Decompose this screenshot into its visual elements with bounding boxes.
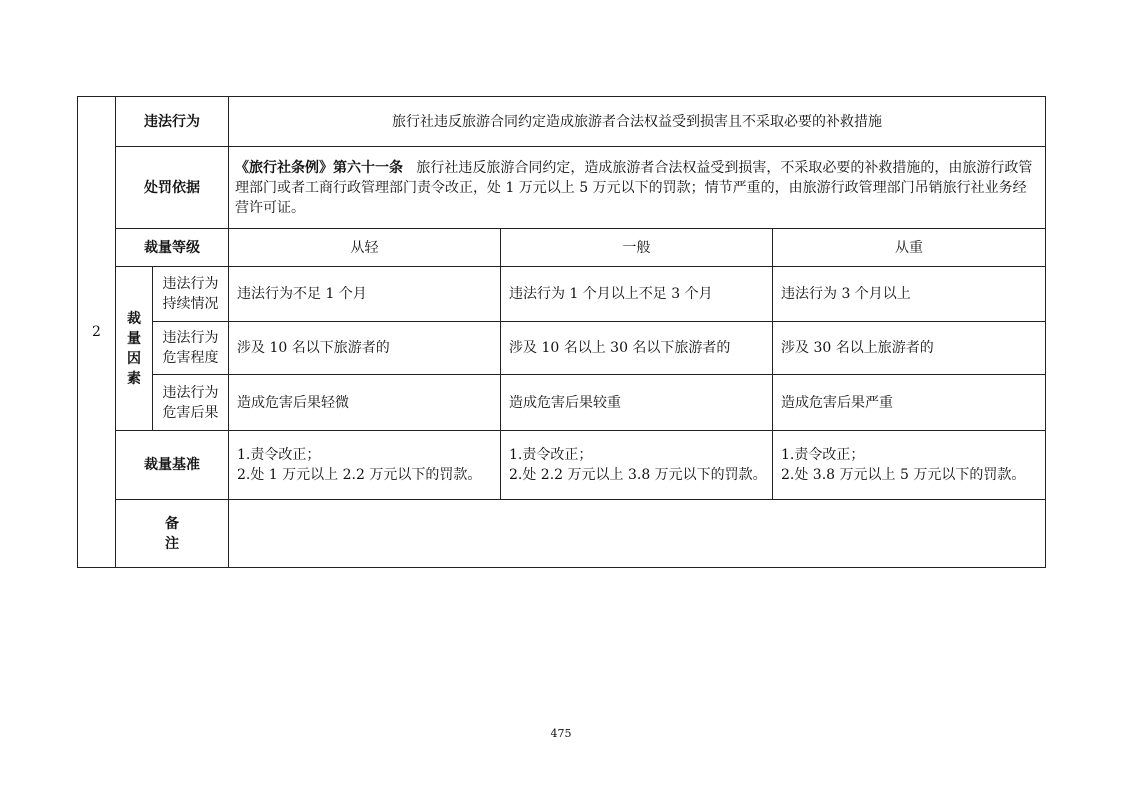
basis-text: 旅行社违反旅游合同约定，造成旅游者合法权益受到损害，不采取必要的补救措施的，由旅游行政管理部门或者工商行政管理部门责令改正，处 1 万元以上 5 万元以下的罚款；情节严重的，由旅游行政管理部门吊销旅行社业务经营许可证。 (235, 159, 1033, 216)
basis-row (78, 147, 1046, 229)
standard-line: 2.处 3.8 万元以上 5 万元以下的罚款。 (781, 467, 1026, 483)
factor-value-general: 违法行为 1 个月以上不足 3 个月 (501, 267, 773, 322)
factor-value-lenient: 造成危害后果轻微 (229, 375, 501, 431)
remarks-label: 备注 (116, 500, 229, 568)
factor-row (78, 267, 1046, 322)
standard-line: 1.责令改正； (781, 447, 865, 463)
row-number: 2 (78, 97, 116, 568)
factor-name-line: 违法行为 (162, 330, 219, 346)
factors-char: 裁 (127, 310, 141, 327)
remarks-row (78, 500, 1046, 568)
factor-value-lenient: 违法行为不足 1 个月 (229, 267, 501, 322)
factor-row (78, 322, 1046, 375)
remarks-text (229, 500, 1046, 568)
basis-law-reference: 《旅行社条例》第六十一条 (235, 159, 403, 176)
factor-value-severe: 涉及 30 名以上旅游者的 (773, 322, 1046, 375)
factors-char: 量 (127, 330, 141, 347)
standard-label: 裁量基准 (116, 431, 229, 500)
factor-name (153, 375, 229, 431)
factor-value-severe: 造成危害后果严重 (773, 375, 1046, 431)
level-severe: 从重 (773, 229, 1046, 267)
standard-line: 2.处 2.2 万元以上 3.8 万元以下的罚款。 (509, 467, 767, 483)
standard-row (78, 431, 1046, 500)
factor-value-severe: 违法行为 3 个月以上 (773, 267, 1046, 322)
level-lenient: 从轻 (229, 229, 501, 267)
factor-row (78, 375, 1046, 431)
level-row (78, 229, 1046, 267)
violation-label: 违法行为 (116, 97, 229, 147)
factor-name-line: 违法行为 (162, 276, 219, 292)
standard-general (501, 431, 773, 500)
factor-value-lenient: 涉及 10 名以下旅游者的 (229, 322, 501, 375)
standard-line: 1.责令改正； (237, 447, 321, 463)
page-number: 475 (550, 727, 572, 740)
penalty-discretion-table (77, 96, 1046, 568)
factor-name (153, 322, 229, 375)
level-label: 裁量等级 (116, 229, 229, 267)
factor-name-line: 违法行为 (162, 384, 219, 401)
factor-name-line: 危害后果 (162, 404, 219, 421)
violation-text: 旅行社违反旅游合同约定造成旅游者合法权益受到损害且不采取必要的补救措施 (229, 97, 1046, 147)
factors-char: 素 (127, 370, 141, 387)
basis-label: 处罚依据 (116, 147, 229, 229)
standard-severe (773, 431, 1046, 500)
standard-line: 1.责令改正； (509, 447, 593, 463)
violation-row (78, 97, 1046, 147)
factor-value-general: 造成危害后果较重 (501, 375, 773, 431)
standard-lenient (229, 431, 501, 500)
level-general: 一般 (501, 229, 773, 267)
factor-name-line: 持续情况 (162, 296, 219, 312)
standard-line: 2.处 1 万元以上 2.2 万元以下的罚款。 (237, 467, 482, 483)
factors-char: 因 (127, 350, 141, 367)
factor-value-general: 涉及 10 名以上 30 名以下旅游者的 (501, 322, 773, 375)
factors-label (116, 267, 153, 431)
basis-cell (229, 147, 1046, 229)
factor-name-line: 危害程度 (162, 350, 219, 366)
factor-name (153, 267, 229, 322)
